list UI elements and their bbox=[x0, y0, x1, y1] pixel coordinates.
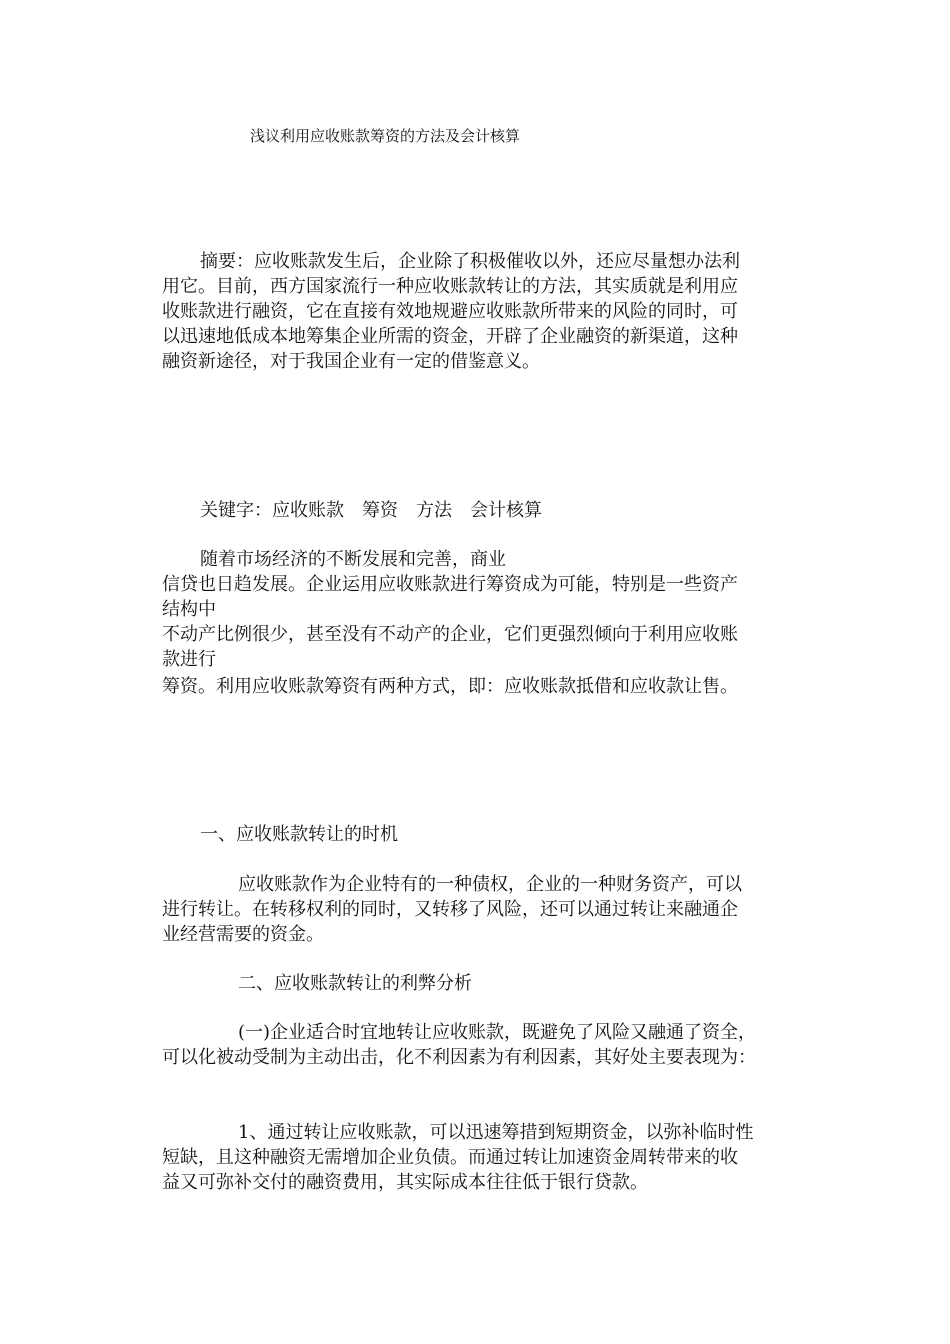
abstract-line: 摘要：应收账款发生后，企业除了积极催收以外，还应尽量想办法利 bbox=[200, 251, 740, 272]
section2-para1-line: 可以化被动受制为主动出击，化不利因素为有利因素，其好处主要表现为： bbox=[162, 1047, 756, 1068]
section2-para2-line: 短缺，且这种融资无需增加企业负债。而通过转让加速资金周转带来的收 bbox=[162, 1147, 738, 1168]
keywords-line: 关键字：应收账款 筹资 方法 会计核算 bbox=[200, 500, 542, 521]
section2-para2-line: 1、通过转让应收账款，可以迅速筹措到短期资金，以弥补临时性 bbox=[238, 1122, 754, 1143]
abstract-line: 融资新途径，对于我国企业有一定的借鉴意义。 bbox=[162, 351, 540, 372]
intro-line: 信贷也日趋发展。企业运用应收账款进行筹资成为可能，特别是一些资产 bbox=[162, 574, 738, 595]
intro-line: 随着市场经济的不断发展和完善，商业 bbox=[200, 549, 506, 570]
intro-line: 结构中 bbox=[162, 599, 216, 620]
intro-line: 不动产比例很少，甚至没有不动产的企业，它们更强烈倾向于利用应收账 bbox=[162, 624, 738, 645]
abstract-line: 以迅速地低成本地筹集企业所需的资金，开辟了企业融资的新渠道，这种 bbox=[162, 326, 738, 347]
intro-line: 筹资。利用应收账款筹资有两种方式，即：应收账款抵借和应收款让售。 bbox=[162, 676, 738, 697]
abstract-line: 收账款进行融资，它在直接有效地规避应收账款所带来的风险的同时，可 bbox=[162, 301, 738, 322]
section2-para1-line: (一)企业适合时宜地转让应收账款，既避免了风险又融通了资全， bbox=[238, 1022, 757, 1043]
section1-line: 业经营需要的资金。 bbox=[162, 924, 324, 945]
intro-line: 款进行 bbox=[162, 649, 216, 670]
document-title: 浅议利用应收账款筹资的方法及会计核算 bbox=[250, 127, 521, 145]
section1-line: 应收账款作为企业特有的一种债权，企业的一种财务资产，可以 bbox=[238, 874, 742, 895]
section-heading: 一、应收账款转让的时机 bbox=[200, 824, 398, 845]
section-heading: 二、应收账款转让的利弊分析 bbox=[238, 973, 472, 994]
section2-para2-line: 益又可弥补交付的融资费用，其实际成本往往低于银行贷款。 bbox=[162, 1172, 648, 1193]
section1-line: 进行转让。在转移权利的同时，又转移了风险，还可以通过转让来融通企 bbox=[162, 899, 738, 920]
abstract-line: 用它。目前，西方国家流行一种应收账款转让的方法，其实质就是利用应 bbox=[162, 276, 738, 297]
